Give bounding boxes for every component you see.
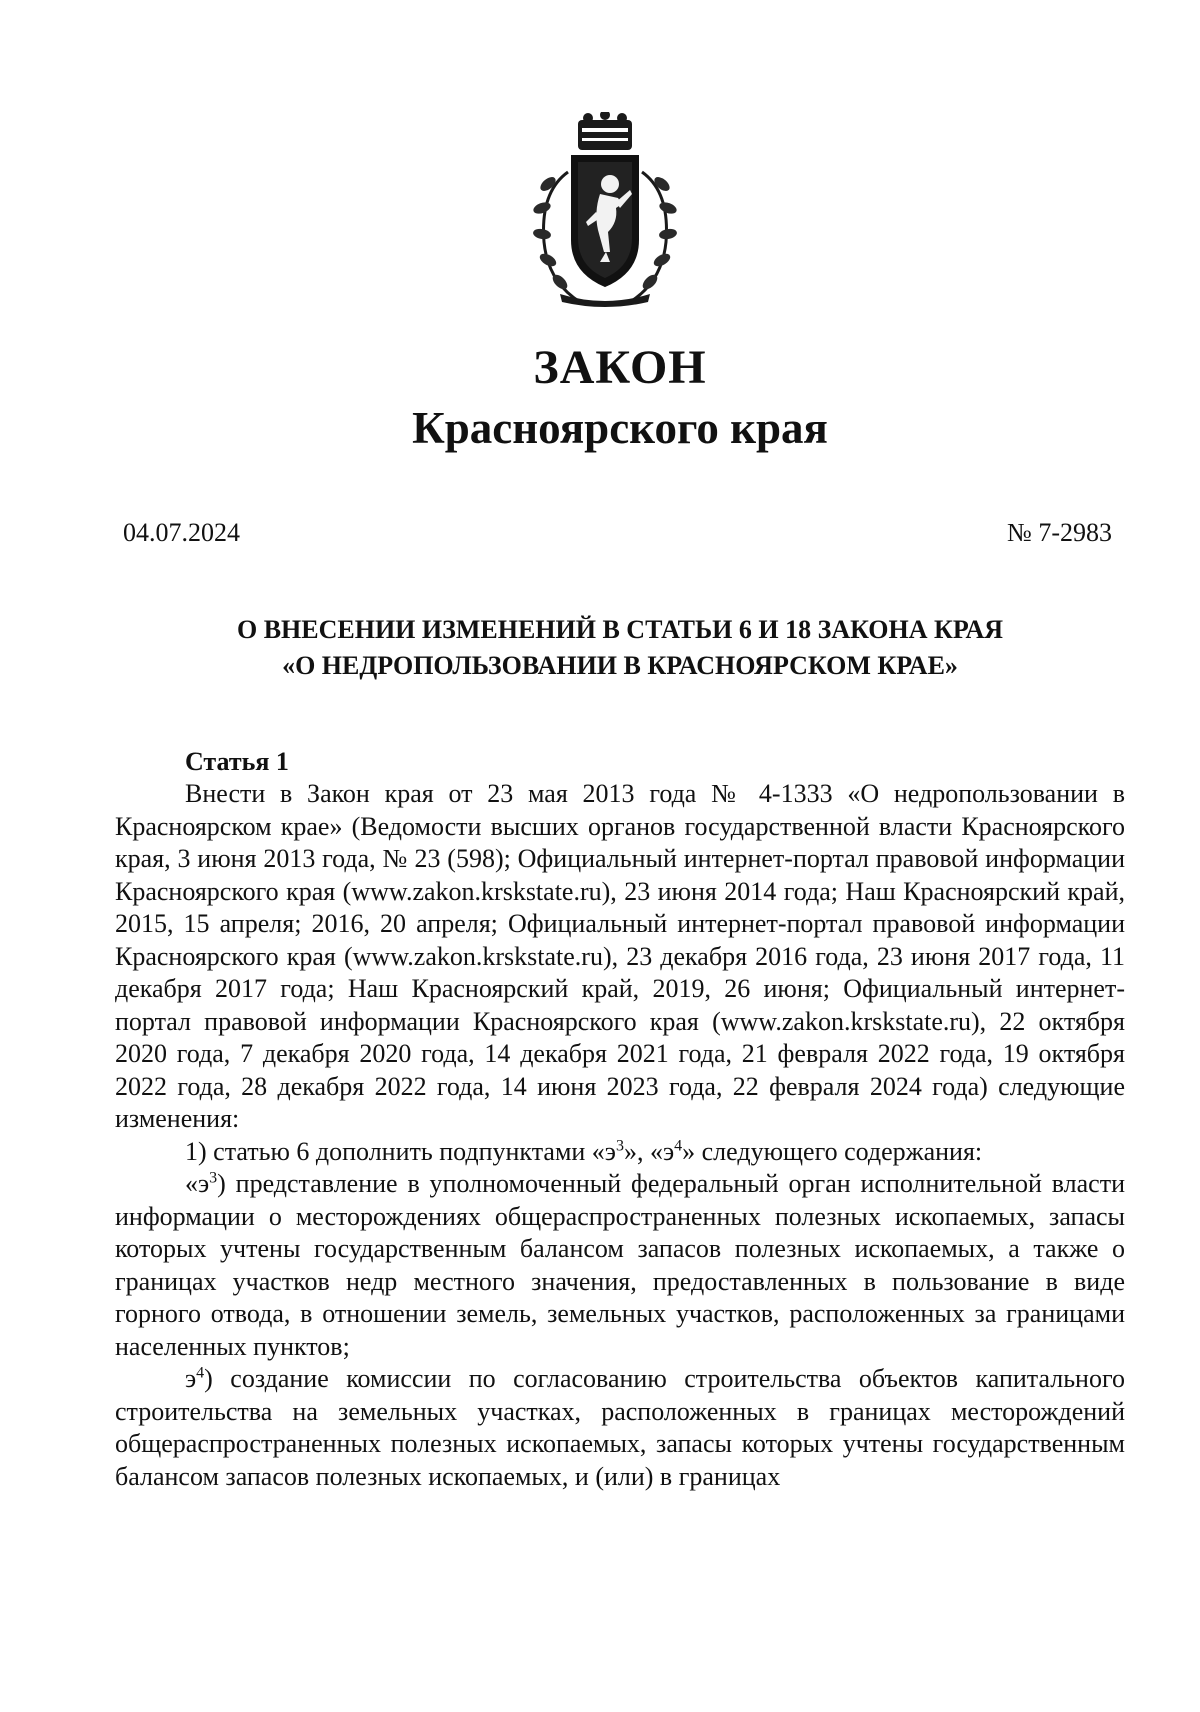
document-date: 04.07.2024	[123, 518, 240, 547]
paragraph-2-text-c: » следующего содержания:	[682, 1136, 983, 1166]
law-heading-line-1: О ВНЕСЕНИИ ИЗМЕНЕНИЙ В СТАТЬИ 6 И 18 ЗАКОНА КРАЯ	[236, 615, 1003, 644]
paragraph-2	[115, 1136, 1125, 1169]
document-number: № 7-2983	[1007, 518, 1112, 547]
paragraph-3-text-b: ) представление в уполномоченный федеральный орган исполнительной власти информации о месторождениях общераспространенных полезных ископаемых, запасы которых учтены государственным балансом запасов полезных ископаемых, а также о границах участков недр местного значения, предоставленных в пользование в виде горного отвода, в отношении земель, земельных участков, расположенных за границами населенных пунктов;	[115, 1169, 1125, 1361]
paragraph-1: Внести в Закон края от 23 мая 2013 года № 4-1333 «О недропользовании в Красноярском крае» (Ведомости высших органов государственной власти Красноярского края, 3 июня 2013 года, № 23 (598); Официальный интернет-портал правовой информации Красноярского края (www.zakon.krskstate.ru), 23 июня 2014 года; Наш Красноярский край, 2015, 15 апреля; 2016, 20 апреля; Официальный интернет-портал правовой информации Красноярского края (www.zakon.krskstate.ru), 23 декабря 2016 года, 23 июня 2017 года, 11 декабря 2017 года; Наш Красноярский край, 2019, 26 июня; Официальный интернет-портал правовой информации Красноярского края (www.zakon.krskstate.ru), 22 октября 2020 года, 7 декабря 2020 года, 14 декабря 2021 года, 21 февраля 2022 года, 19 октября 2022 года, 28 декабря 2022 года, 14 июня 2023 года, 22 февраля 2024 года) следующие изменения:	[115, 779, 1125, 1133]
superscript: 4	[196, 1364, 205, 1382]
paragraph-4	[115, 1363, 1125, 1493]
document-title: ЗАКОН	[533, 341, 707, 394]
paragraph-3	[115, 1168, 1125, 1363]
article-title: Статья 1	[185, 747, 289, 776]
paragraph-2-text-b: », «э	[623, 1136, 675, 1166]
superscript: 3	[615, 1136, 624, 1154]
superscript: 4	[674, 1136, 683, 1154]
paragraph-4-text-b: ) создание комиссии по согласованию строительства объектов капитального строительства на земельных участках, расположенных в границах месторождений общераспространенных полезных ископаемых, запасы которых учтены государственным балансом запасов полезных ископаемых, и (или) в границах	[115, 1364, 1125, 1491]
document-body	[115, 745, 1125, 1493]
coat-of-arms-krasnoyarsk-krai-icon	[530, 112, 680, 312]
law-heading-line-2: «О НЕДРОПОЛЬЗОВАНИИ В КРАСНОЯРСКОМ КРАЕ»	[282, 651, 958, 680]
paragraph-4-text-a: э	[185, 1364, 197, 1393]
paragraph-2-text-a: 1) статью 6 дополнить подпунктами «э	[185, 1136, 616, 1166]
superscript: 3	[209, 1169, 218, 1187]
document-subtitle: Красноярского края	[412, 403, 828, 453]
law-heading	[120, 612, 1120, 684]
paragraph-3-text-a: «э	[185, 1169, 210, 1198]
